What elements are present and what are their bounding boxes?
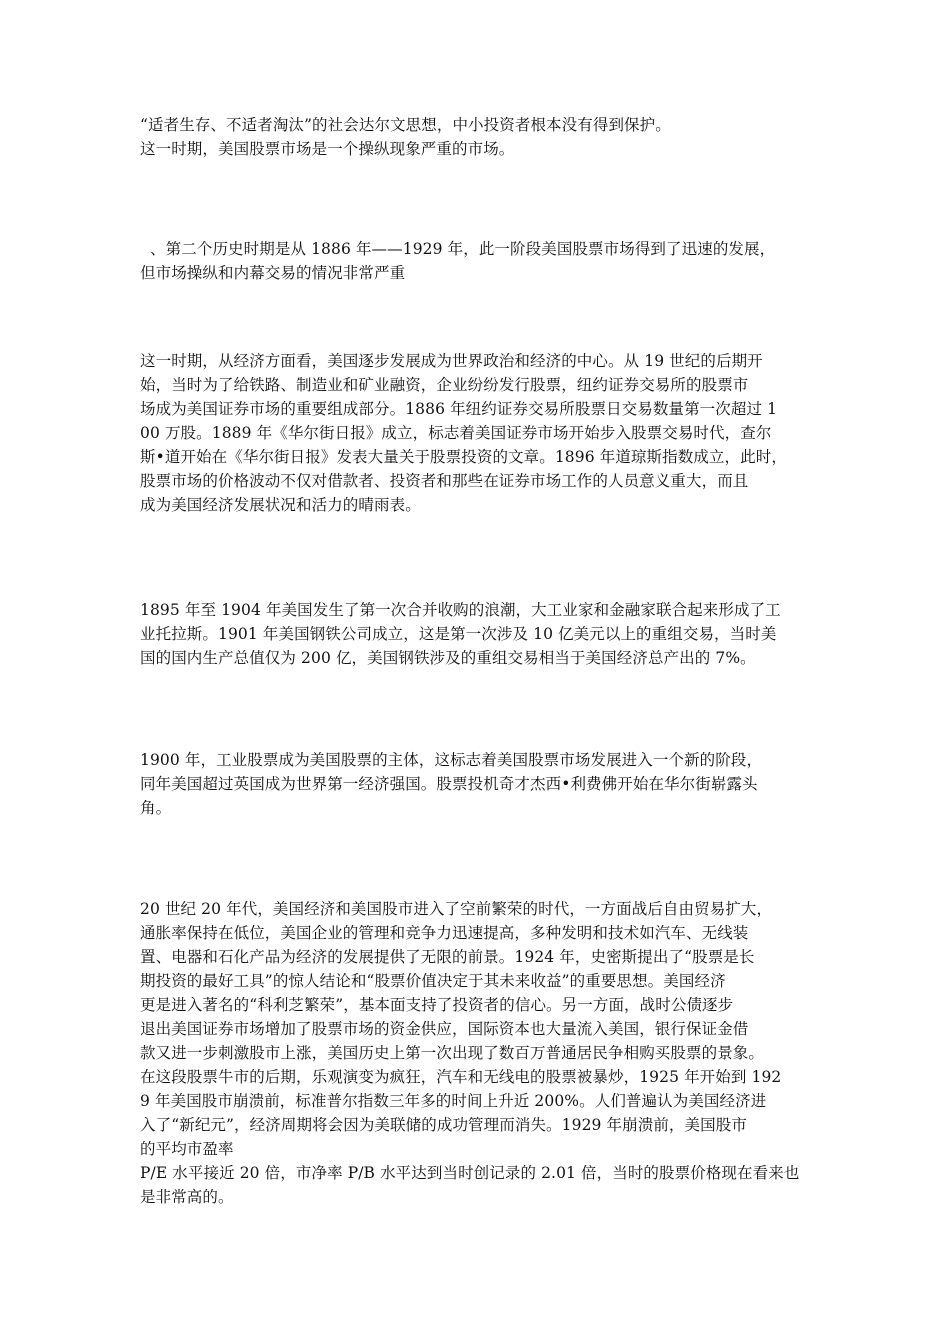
text-line: 1895 年至 1904 年美国发生了第一次合并收购的浪潮，大工业家和金融家联合起来形成了工	[140, 601, 781, 619]
text-line: 置、电器和石化产品为经济的发展提供了无限的前景。1924 年，史密斯提出了“股票是长	[140, 948, 755, 966]
text-line: 成为美国经济发展状况和活力的晴雨表。	[140, 496, 421, 514]
text-line: 业托拉斯。1901 年美国钢铁公司成立，这是第一次涉及 10 亿美元以上的重组交易，当时美	[140, 625, 777, 643]
text-line: 同年美国超过英国成为世界第一经济强国。股票投机奇才杰西•利费佛开始在华尔街崭露头	[140, 775, 758, 793]
text-line: 角。	[140, 799, 172, 817]
text-line: “适者生存、不适者淘汰”的社会达尔文思想，中小投资者根本没有得到保护。	[140, 116, 671, 134]
text-line: 的平均市盈率	[140, 1140, 234, 1158]
text-line: 通胀率保持在低位，美国企业的管理和竞争力迅速提高，多种发明和技术如汽车、无线装	[140, 924, 749, 942]
text-line: 场成为美国证券市场的重要组成部分。1886 年纽约证券交易所股票日交易数量第一次超过 1	[140, 400, 778, 418]
text-line: 、第二个历史时期是从 1886 年——1929 年，此一阶段美国股票市场得到了迅速的发展，	[140, 240, 776, 258]
text-line: 9 年美国股市崩溃前，标准普尔指数三年多的时间上升近 200%。人们普遍认为美国经济进	[140, 1092, 767, 1110]
paragraph-industrial-stocks	[140, 748, 820, 820]
text-line: 期投资的最好工具”的惊人结论和“股票价值决定于其未来收益”的重要思想。美国经济	[140, 972, 726, 990]
paragraph-social-darwinism	[140, 113, 820, 161]
text-line: 股票市场的价格波动不仅对借款者、投资者和那些在证券市场工作的人员意义重大，而且	[140, 472, 749, 490]
text-line: 斯•道开始在《华尔街日报》发表大量关于股票投资的文章。1896 年道琼斯指数成立，此时，	[140, 448, 787, 466]
text-line: 20 世纪 20 年代，美国经济和美国股市进入了空前繁荣的时代，一方面战后自由贸易扩大，	[140, 900, 773, 918]
text-line: 在这段股票牛市的后期，乐观演变为疯狂，汽车和无线电的股票被暴炒，1925 年开始到 192	[140, 1068, 782, 1086]
text-line: 1900 年，工业股票成为美国股票的主体，这标志着美国股票市场发展进入一个新的阶段，	[140, 751, 763, 769]
text-line: 是非常高的。	[140, 1188, 234, 1206]
text-line: P/E 水平接近 20 倍，市净率 P/B 水平达到当时创记录的 2.01 倍，当时的股票价格现在看来也	[140, 1164, 800, 1182]
text-line: 国的国内生产总值仅为 200 亿，美国钢铁涉及的重组交易相当于美国经济总产出的 7%。	[140, 649, 756, 667]
text-line: 这一时期，从经济方面看，美国逐步发展成为世界政治和经济的中心。从 19 世纪的后期开	[140, 352, 763, 370]
paragraph-1920s-boom	[140, 897, 820, 1209]
text-line: 00 万股。1889 年《华尔街日报》成立，标志着美国证券市场开始步入股票交易时代，查尔	[140, 424, 772, 442]
text-line: 款又进一步刺激股市上涨，美国历史上第一次出现了数百万普通居民争相购买股票的景象。	[140, 1044, 765, 1062]
text-line: 入了“新纪元”，经济周期将会因为美联储的成功管理而消失。1929 年崩溃前，美国股市	[140, 1116, 747, 1134]
paragraph-economic-center	[140, 349, 820, 517]
text-line: 但市场操纵和内幕交易的情况非常严重	[140, 264, 406, 282]
paragraph-merger-wave	[140, 598, 820, 670]
text-line: 这一时期，美国股票市场是一个操纵现象严重的市场。	[140, 140, 515, 158]
section-heading-second-period	[140, 237, 820, 285]
text-line: 始，当时为了给铁路、制造业和矿业融资，企业纷纷发行股票，纽约证券交易所的股票市	[140, 376, 749, 394]
text-line: 退出美国证券市场增加了股票市场的资金供应，国际资本也大量流入美国，银行保证金借	[140, 1020, 749, 1038]
text-line: 更是进入著名的“科利芝繁荣”，基本面支持了投资者的信心。另一方面，战时公债逐步	[140, 996, 734, 1014]
